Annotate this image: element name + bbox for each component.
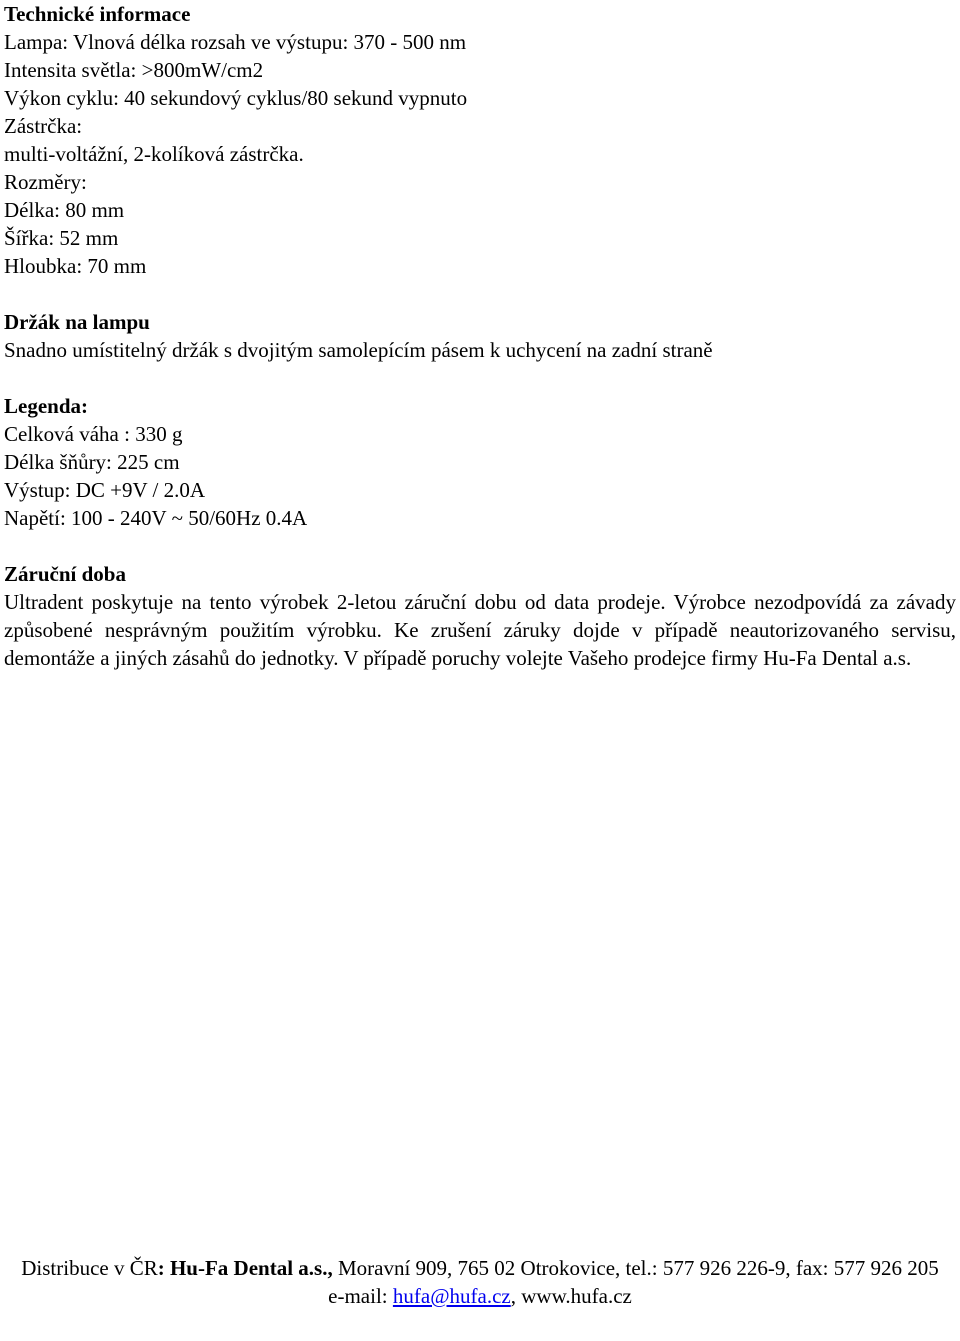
holder-text: Snadno umístitelný držák s dvojitým samolepícím pásem k uchycení na zadní straně: [4, 338, 713, 362]
footer-email-link[interactable]: hufa@hufa.cz: [392, 1284, 511, 1308]
spacer: [4, 532, 956, 560]
footer-address: Moravní 909, 765 02 Otrokovice, tel.: 577 926 226-9, fax: 577 926 205: [332, 1256, 939, 1280]
tech-heading: Technické informace: [4, 2, 191, 26]
legend-line-cord: Délka šňůry: 225 cm: [4, 450, 180, 474]
footer-company: : Hu-Fa Dental a.s.,: [157, 1256, 333, 1280]
legend-line-weight: Celková váha : 330 g: [4, 422, 183, 446]
tech-line-plug-type: multi-voltážní, 2-kolíková zástrčka.: [4, 142, 304, 166]
tech-line-cycle: Výkon cyklu: 40 sekundový cyklus/80 sekund vypnuto: [4, 86, 468, 110]
spacer: [4, 280, 956, 308]
tech-line-intensity: Intensita světla: >800mW/cm2: [4, 58, 264, 82]
legend-line-voltage: Napětí: 100 - 240V ~ 50/60Hz 0.4A: [4, 506, 308, 530]
tech-line-length: Délka: 80 mm: [4, 198, 125, 222]
footer-website: www.hufa.cz: [521, 1284, 632, 1308]
document-body: [4, 0, 956, 672]
warranty-text: Ultradent poskytuje na tento výrobek 2-letou záruční dobu od data prodeje. Výrobce nezodpovídá za závady způsobené nesprávným použitím výrobku. Ke zrušení záruky dojde v případě neautorizovaného servisu, demontáže a jiných zásahů do jednotky. V případě poruchy volejte Vašeho prodejce firmy Hu-Fa Dental a.s.: [4, 590, 956, 670]
footer-contact-line: [0, 1282, 960, 1310]
tech-line-depth: Hloubka: 70 mm: [4, 254, 147, 278]
legend-line-output: Výstup: DC +9V / 2.0A: [4, 478, 206, 502]
footer-distributor-line: [0, 1254, 960, 1282]
holder-heading: Držák na lampu: [4, 310, 150, 334]
footer-prefix: Distribuce v ČR: [21, 1256, 158, 1280]
tech-line-plug: Zástrčka:: [4, 114, 83, 138]
distributor-footer: [0, 1254, 960, 1310]
tech-line-width: Šířka: 52 mm: [4, 226, 119, 250]
tech-line-wavelength: Lampa: Vlnová délka rozsah ve výstupu: 370 - 500 nm: [4, 30, 467, 54]
warranty-heading: Záruční doba: [4, 562, 126, 586]
footer-web-separator: ,: [510, 1284, 522, 1308]
legend-heading: Legenda:: [4, 394, 88, 418]
tech-line-dimensions: Rozměry:: [4, 170, 87, 194]
spacer: [4, 364, 956, 392]
footer-email-label: e-mail:: [328, 1284, 393, 1308]
